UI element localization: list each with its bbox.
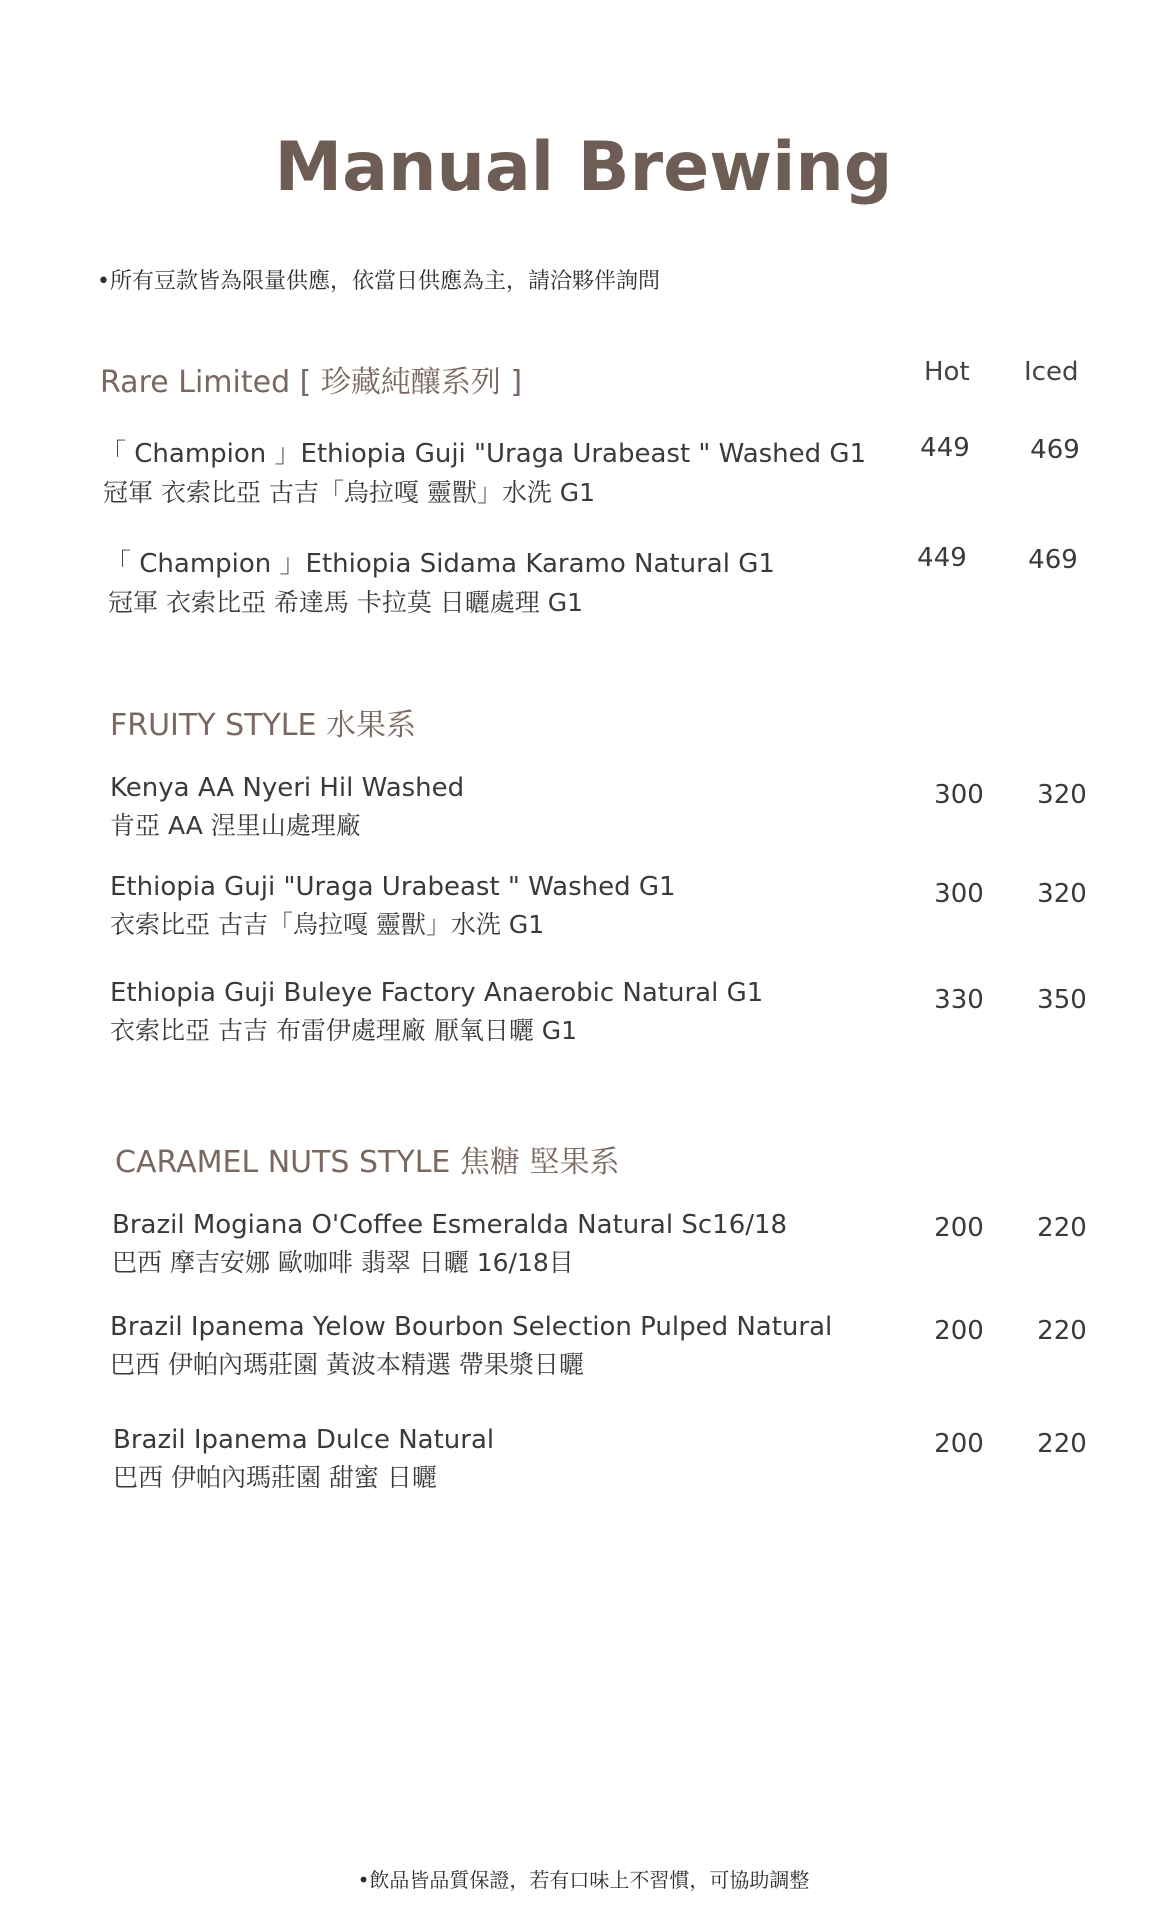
column-header-iced: Iced	[1024, 357, 1079, 387]
item-name-en: Ethiopia Guji "Uraga Urabeast " Washed G1	[110, 872, 676, 902]
price-hot: 200	[934, 1429, 984, 1459]
price-iced: 320	[1037, 879, 1087, 909]
item-name-zh: 冠軍 衣索比亞 希達馬 卡拉莫 日曬處理 G1	[108, 588, 584, 617]
item-name-zh: 巴西 伊帕內瑪莊園 黃波本精選 帶果漿日曬	[110, 1350, 584, 1379]
item-name-en: 「 Champion 」Ethiopia Guji "Uraga Urabeast " Washed G1	[100, 439, 867, 469]
price-iced: 220	[1037, 1429, 1087, 1459]
price-hot: 300	[934, 780, 984, 810]
item-name-en: Brazil Ipanema Yelow Bourbon Selection Pulped Natural	[110, 1312, 833, 1342]
availability-note: •所有豆款皆為限量供應，依當日供應為主，請洽夥伴詢問	[97, 269, 660, 294]
item-name-en: Brazil Ipanema Dulce Natural	[113, 1425, 495, 1455]
price-iced: 469	[1030, 435, 1080, 465]
item-name-zh: 巴西 摩吉安娜 歐咖啡 翡翠 日曬 16/18目	[112, 1248, 574, 1277]
price-iced: 220	[1037, 1316, 1087, 1346]
item-name-en: Kenya AA Nyeri Hil Washed	[110, 773, 465, 803]
item-name-en: 「 Champion 」Ethiopia Sidama Karamo Natural G1	[105, 549, 775, 579]
price-hot: 200	[934, 1316, 984, 1346]
section-title-rare-limited: Rare Limited [ 珍藏純釀系列 ]	[100, 365, 523, 400]
price-iced: 350	[1037, 985, 1087, 1015]
column-header-hot: Hot	[924, 357, 970, 387]
item-name-zh: 冠軍 衣索比亞 古吉「烏拉嘎 靈獸」水洗 G1	[103, 478, 596, 507]
item-name-en: Brazil Mogiana O'Coffee Esmeralda Natural Sc16/18	[112, 1210, 788, 1240]
quality-note: •飲品皆品質保證，若有口味上不習慣，可協助調整	[357, 1868, 810, 1892]
price-hot: 200	[934, 1213, 984, 1243]
price-hot: 300	[934, 879, 984, 909]
item-name-zh: 衣索比亞 古吉「烏拉嘎 靈獸」水洗 G1	[110, 910, 545, 939]
price-hot: 449	[920, 433, 970, 463]
section-title-caramel-nuts-style: CARAMEL NUTS STYLE 焦糖 堅果系	[115, 1145, 620, 1180]
price-iced: 469	[1028, 545, 1078, 575]
item-name-zh: 巴西 伊帕內瑪莊園 甜蜜 日曬	[113, 1463, 437, 1492]
item-name-zh: 肯亞 AA 涅里山處理廠	[110, 811, 361, 840]
section-title-fruity-style: FRUITY STYLE 水果系	[110, 708, 416, 743]
item-name-zh: 衣索比亞 古吉 布雷伊處理廠 厭氧日曬 G1	[110, 1016, 578, 1045]
item-name-en: Ethiopia Guji Buleye Factory Anaerobic Natural G1	[110, 978, 764, 1008]
price-hot: 330	[934, 985, 984, 1015]
page-title: Manual Brewing	[274, 128, 893, 207]
price-hot: 449	[917, 543, 967, 573]
price-iced: 220	[1037, 1213, 1087, 1243]
price-iced: 320	[1037, 780, 1087, 810]
